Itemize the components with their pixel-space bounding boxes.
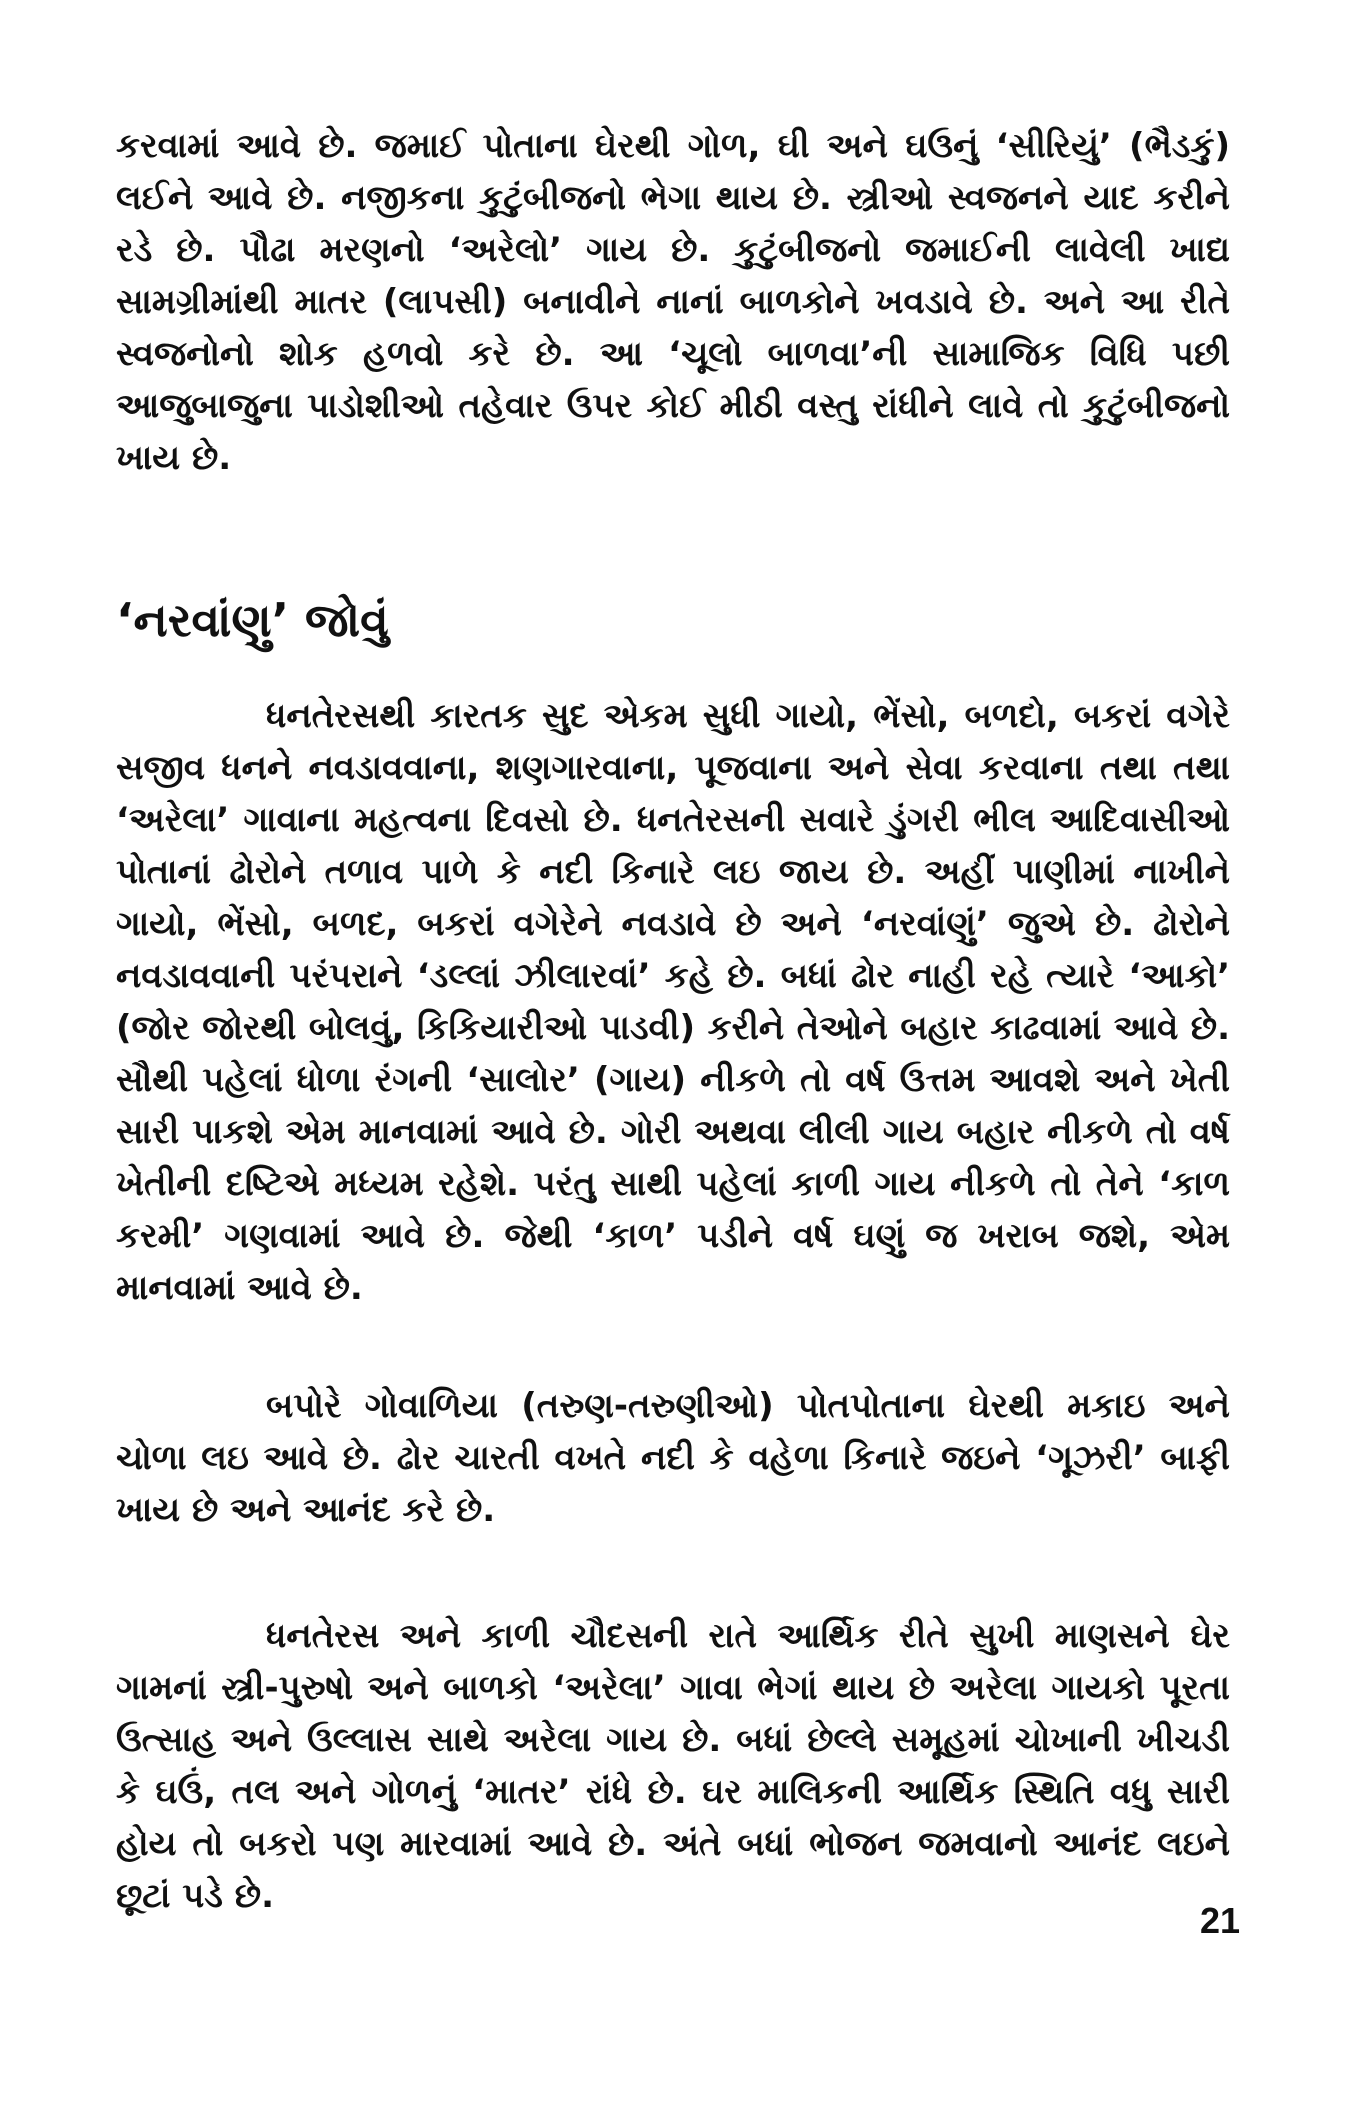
page-number: 21 [1199, 1900, 1240, 1941]
paragraph-chulo-balva: કરવામાં આવે છે. જમાઈ પોતાના ઘેરથી ગોળ, ઘી અને ઘઉનું ‘સીરિયું’ (ભૈડકું) લઈને આવે છે. નજીકના કુટુંબીજનો ભેગા થાય છે. સ્ત્રીઓ સ્વજનને યાદ કરીને રડે છે. પૌઢા મરણનો ‘અરેલો’ ગાય છે. કુટુંબીજનો જમાઈની લાવેલી ખાદ્ય સામગ્રીમાંથી માતર (લાપસી) બનાવીને નાનાં બાળકોને ખવડાવે છે. અને આ રીતે સ્વજનોનો શોક હળવો કરે છે. આ ‘ચૂલો બાળવા’ની સામાજિક વિધિ પછી આજુબાજુના પાડોશીઓ તહેવાર ઉપર કોઈ મીઠી વસ્તુ રાંધીને લાવે તો કુટુંબીજનો ખાય છે. [116, 126, 1230, 478]
paragraph-dhanteras: ધનતેરસથી કારતક સુદ એકમ સુધી ગાયો, ભેંસો, બળદો, બકરાં વગેરે સજીવ ધનને નવડાવવાના, શણગારવાના, પૂજવાના અને સેવા કરવાના તથા તથા ‘અરેલા’ ગાવાના મહત્વના દિવસો છે. ધનતેરસની સવારે ડુંગરી ભીલ આદિવાસીઓ પોતાનાં ઢોરોને તળાવ પાળે કે નદી કિનારે લઇ જાય છે. અહીં પાણીમાં નાખીને ગાયો, ભેંસો, બળદ, બકરાં વગેરેને નવડાવે છે અને ‘નરવાંણું’ જુએ છે. ઢોરોને નવડાવવાની પરંપરાને ‘ડલ્લાં ઝીલારવાં’ કહે છે. બધાં ઢોર નાહી રહે ત્યારે ‘આકો’ (જોર જોરથી બોલવું, કિકિયારીઓ પાડવી) કરીને તેઓને બહાર કાઢવામાં આવે છે. સૌથી પહેલાં ધોળા રંગની ‘સાલોર’ (ગાય) નીકળે તો વર્ષ ઉત્તમ આવશે અને ખેતી સારી પાકશે એમ માનવામાં આવે છે. ગોરી અથવા લીલી ગાય બહાર નીકળે તો વર્ષ ખેતીની દષ્ટિએ મધ્યમ રહેશે. પરંતુ સાથી પહેલાં કાળી ગાય નીકળે તો તેને ‘કાળ કરમી’ ગણવામાં આવે છે. જેથી ‘કાળ’ પડીને વર્ષ ઘણું જ ખરાબ જશે, એમ માનવામાં આવે છે. [116, 696, 1230, 1308]
section-heading: ‘નરવાંણુ’ જોવું [116, 593, 389, 647]
paragraph-govaliya: બપોરે ગોવાળિયા (તરુણ-તરુણીઓ) પોતપોતાના ઘેરથી મકાઇ અને ચોળા લઇ આવે છે. ઢોર ચારતી વખતે નદી કે વહેળા કિનારે જઇને ‘ગૂઝરી’ બાફી ખાય છે અને આનંદ કરે છે. [116, 1386, 1230, 1530]
paragraph-arela: ધનતેરસ અને કાળી ચૌદસની રાતે આર્થિક રીતે સુખી માણસને ઘેર ગામનાં સ્ત્રી-પુરુષો અને બાળકો ‘અરેલા’ ગાવા ભેગાં થાય છે અરેલા ગાયકો પૂરતા ઉત્સાહ અને ઉલ્લાસ સાથે અરેલા ગાય છે. બધાં છેલ્લે સમૂહમાં ચોખાની ખીચડી કે ઘઉં, તલ અને ગોળનું ‘માતર’ રાંધે છે. ઘર માલિકની આર્થિક સ્થિતિ વધુ સારી હોય તો બકરો પણ મારવામાં આવે છે. અંતે બધાં ભોજન જમવાનો આનંદ લઇને છૂટાં પડે છે. [116, 1616, 1230, 1916]
